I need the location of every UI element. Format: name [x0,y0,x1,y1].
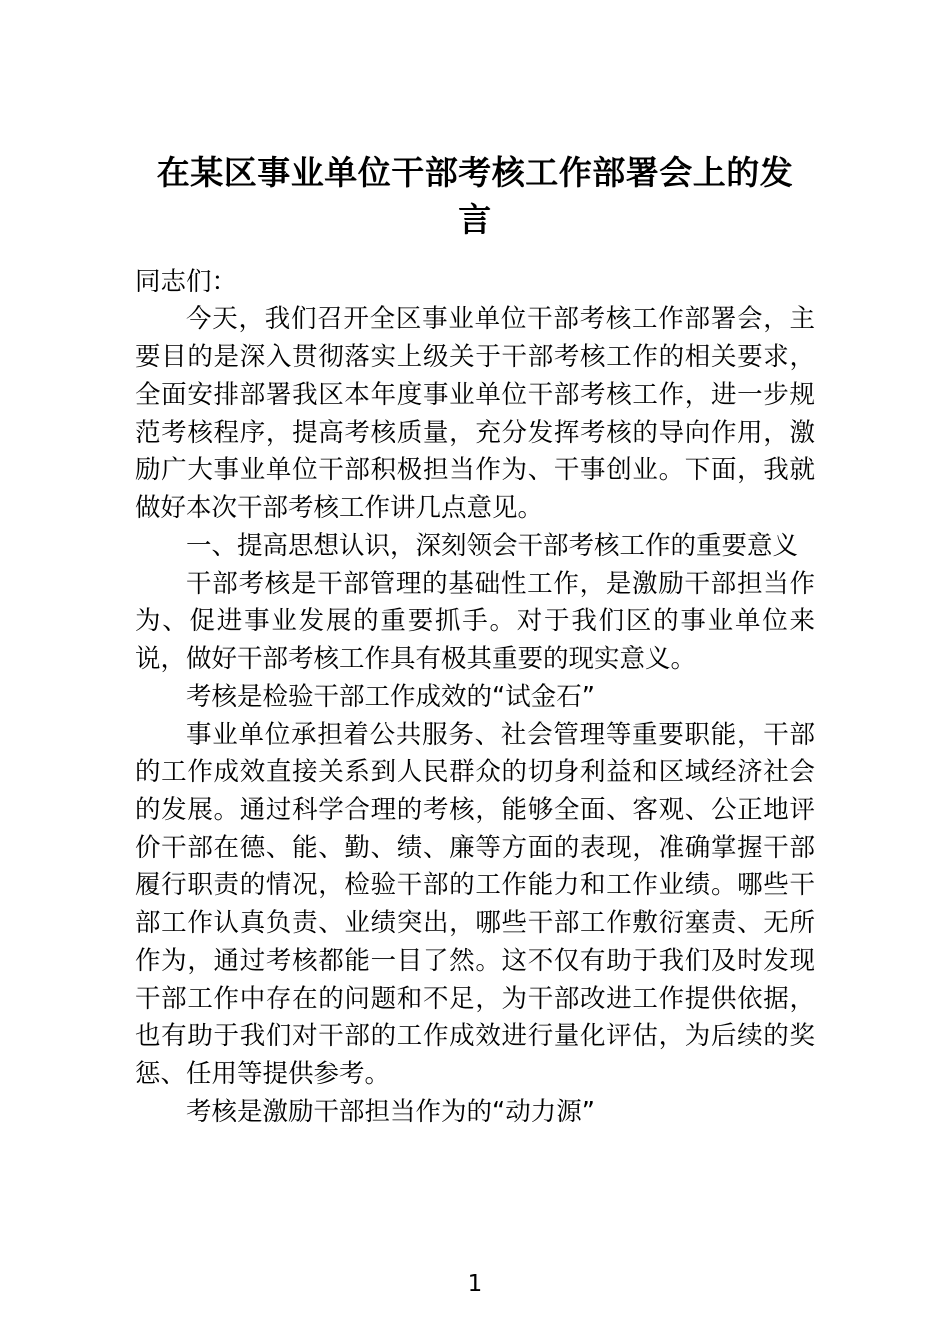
paragraph-3: 事业单位承担着公共服务、社会管理等重要职能，干部的工作成效直接关系到人民群众的切身利益和区域经济社会的发展。通过科学合理的考核，能够全面、客观、公正地评价干部在德、能、勤、绩、廉等方面的表现，准确掌握干部履行职责的情况，检验干部的工作能力和工作业绩。哪些干部工作认真负责、业绩突出，哪些干部工作敷衍塞责、无所作为，通过考核都能一目了然。这不仅有助于我们及时发现干部工作中存在的问题和不足，为干部改进工作提供依据，也有助于我们对干部的工作成效进行量化评估，为后续的奖惩、任用等提供参考。 [135,719,815,1090]
salutation: 同志们： [135,266,238,297]
subsection-heading-1: 考核是检验干部工作成效的“试金石” [186,681,595,712]
page-title: 在某区事业单位干部考核工作部署会上的发言 [156,153,794,239]
page-number: 1 [467,1271,483,1297]
section-heading-1: 一、提高思想认识，深刻领会干部考核工作的重要意义 [186,530,799,561]
subsection-heading-2: 考核是激励干部担当作为的“动力源” [186,1096,595,1127]
paragraph-2: 干部考核是干部管理的基础性工作，是激励干部担当作为、促进事业发展的重要抓手。对于我们区的事业单位来说，做好干部考核工作具有极其重要的现实意义。 [135,568,815,675]
paragraph-1: 今天，我们召开全区事业单位干部考核工作部署会，主要目的是深入贯彻落实上级关于干部考核工作的相关要求，全面安排部署我区本年度事业单位干部考核工作，进一步规范考核程序，提高考核质量，充分发挥考核的导向作用，激励广大事业单位干部积极担当作为、干事创业。下面，我就做好本次干部考核工作讲几点意见。 [135,304,815,524]
